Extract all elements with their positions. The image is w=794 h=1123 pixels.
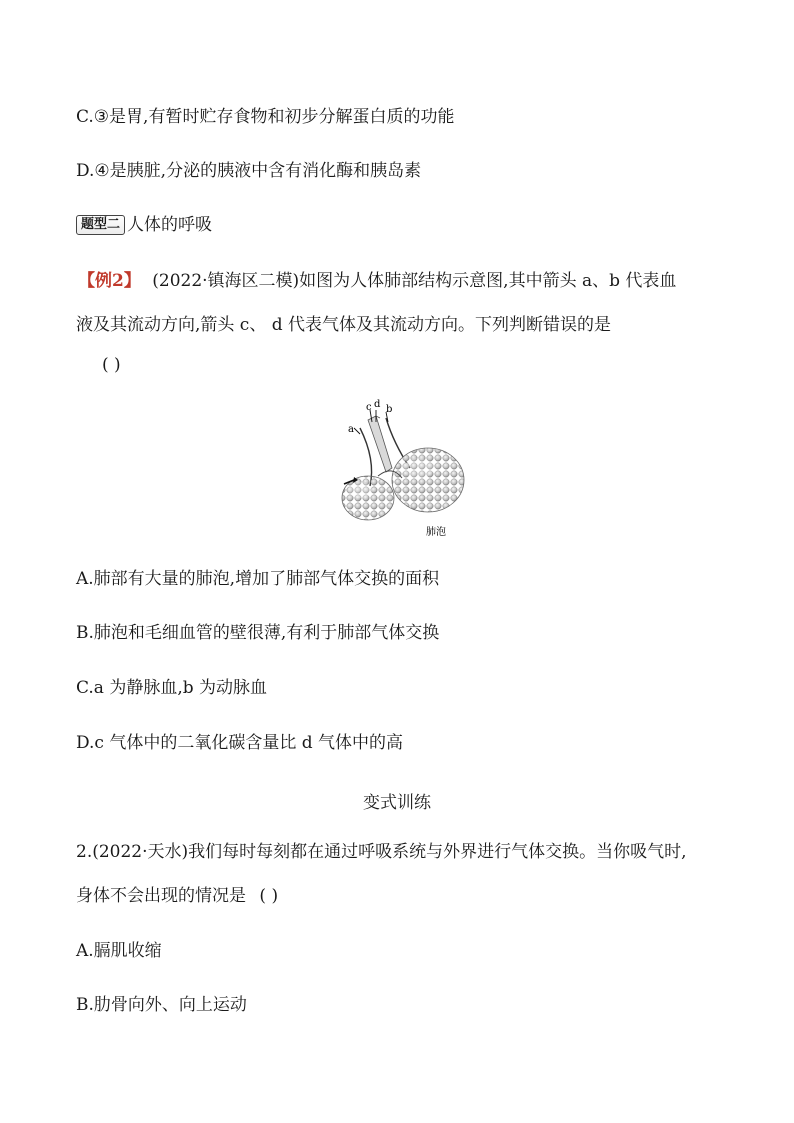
question2-option-a: A.膈肌收缩 [76,941,162,961]
example-text-1: (2022·镇海区二模)如图为人体肺部结构示意图,其中箭头 a、b 代表血 [152,271,677,291]
label-d: d [374,399,381,410]
example-answer-blank: ( ) [102,355,121,375]
practice-heading: 变式训练 [363,793,431,813]
alveoli-left [342,476,394,520]
option-d: D.c 气体中的二氧化碳含量比 d 气体中的高 [76,733,404,753]
label-c: c [366,402,372,413]
example-label: 【例2】 [78,271,141,291]
option-b: B.肺泡和毛细血管的壁很薄,有利于肺部气体交换 [76,623,440,643]
section-tag: 题型二 [76,215,125,235]
label-alveoli: 肺泡 [426,527,446,538]
section-heading [76,214,212,236]
alveoli-right [392,448,464,512]
example-line-2: 液及其流动方向,箭头 c、 d 代表气体及其流动方向。下列判断错误的是 [76,315,612,335]
question2-option-b: B.肋骨向外、向上运动 [76,995,247,1015]
label-b: b [386,404,393,415]
section-title: 人体的呼吸 [127,215,213,235]
question2-text-2: 身体不会出现的情况是 [76,886,246,906]
question2-line2 [76,885,278,907]
question2-answer-blank: ( ) [259,886,279,906]
option-a: A.肺部有大量的肺泡,增加了肺部气体交换的面积 [76,569,440,589]
lung-diagram [330,398,475,543]
option-d-prev: D.④是胰脏,分泌的胰液中含有消化酶和胰岛素 [76,161,422,181]
question2-line1: 2.(2022·天水)我们每时每刻都在通过呼吸系统与外界进行气体交换。当你吸气时, [76,842,687,862]
example-line-1 [78,270,676,292]
option-c-prev: C.③是胃,有暂时贮存食物和初步分解蛋白质的功能 [76,107,455,127]
label-a: a [348,424,354,435]
option-c: C.a 为静脉血,b 为动脉血 [76,678,268,698]
